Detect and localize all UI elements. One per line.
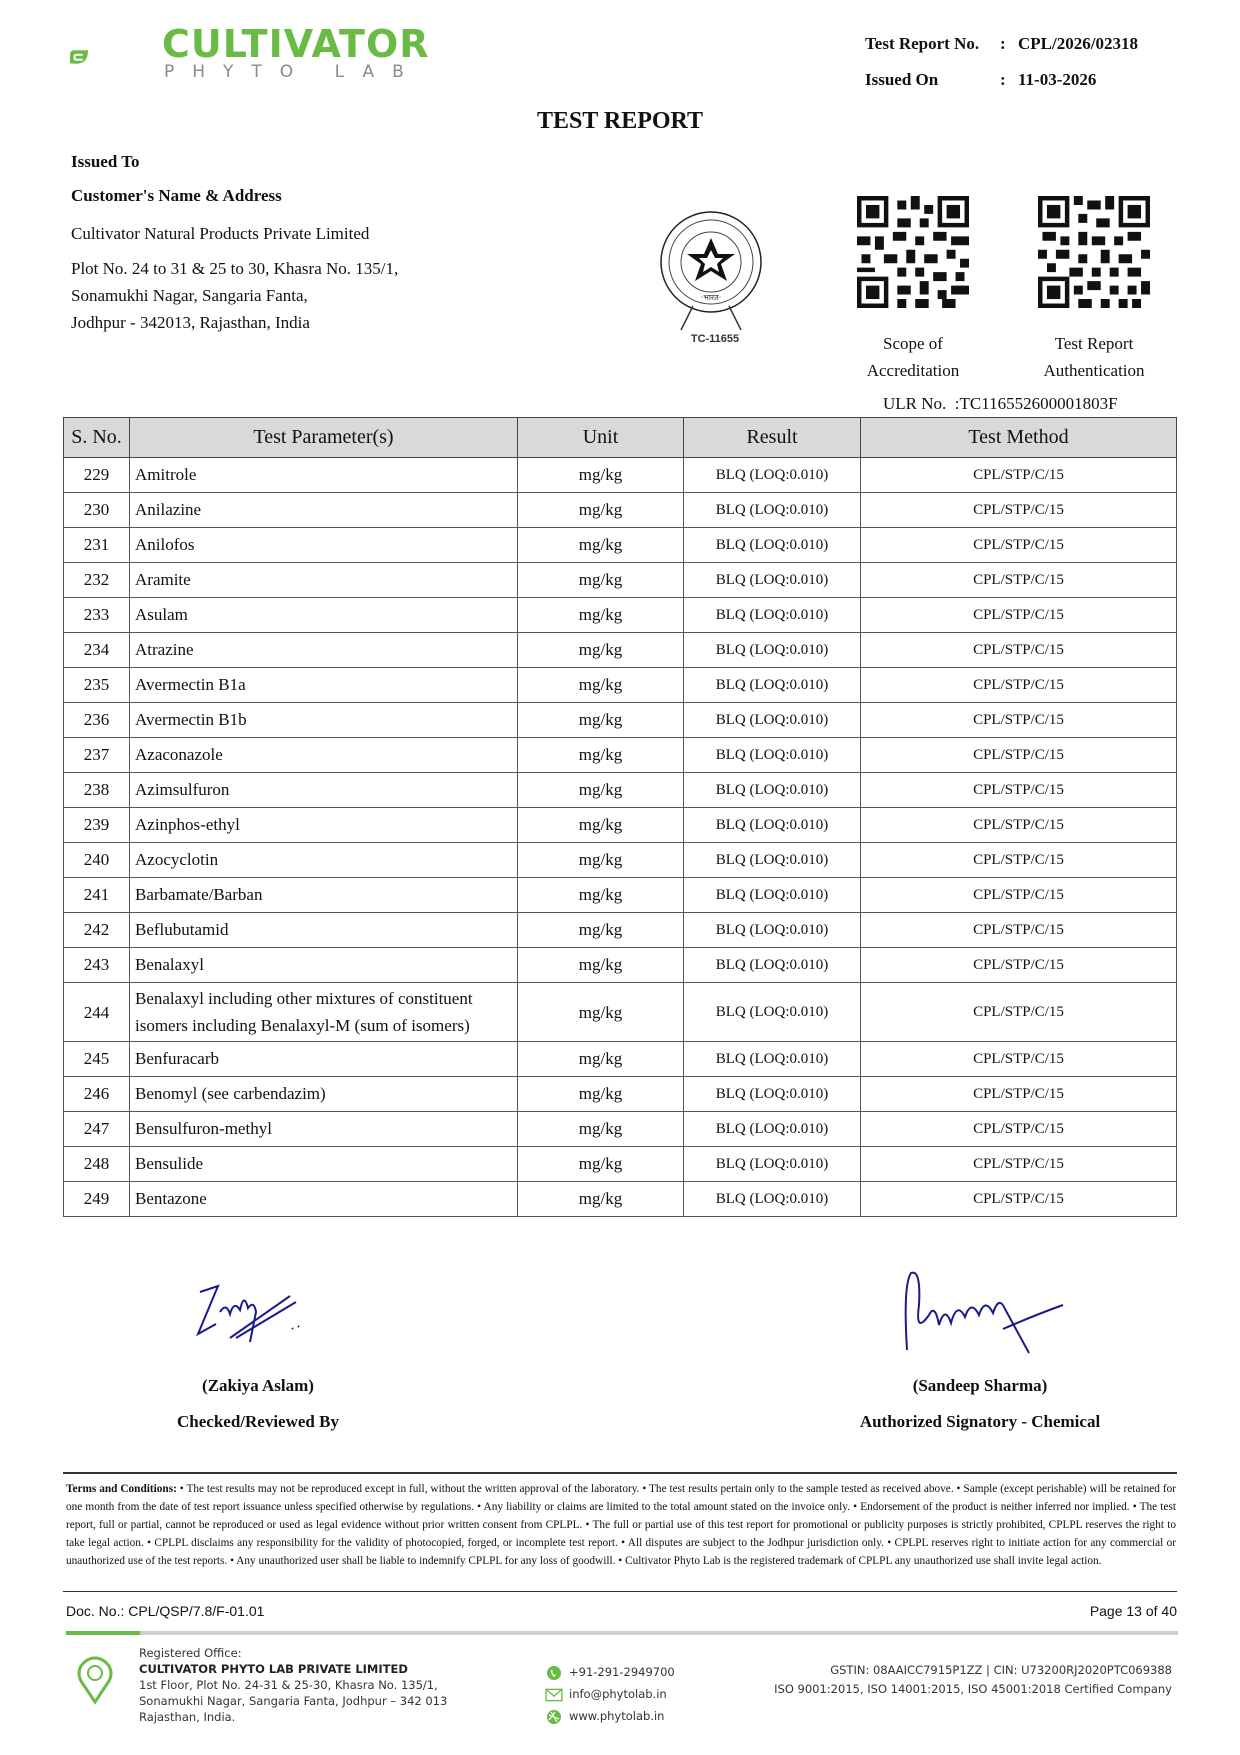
cell-unit: mg/kg (518, 1042, 684, 1077)
cell-parameter: Barbamate/Barban (130, 878, 518, 913)
cell-method: CPL/STP/C/15 (861, 1182, 1177, 1217)
table-row (64, 878, 1177, 913)
cell-unit: mg/kg (518, 843, 684, 878)
cell-unit: mg/kg (518, 493, 684, 528)
cell-sno: 238 (64, 773, 130, 808)
table-row (64, 703, 1177, 738)
cell-parameter: Benalaxyl (130, 948, 518, 983)
office-address-line: Sonamukhi Nagar, Sangaria Fanta, Jodhpur – 342 013 (139, 1694, 448, 1708)
cell-method: CPL/STP/C/15 (861, 668, 1177, 703)
table-row (64, 458, 1177, 493)
cell-result: BLQ (LOQ:0.010) (684, 598, 861, 633)
cell-result: BLQ (LOQ:0.010) (684, 913, 861, 948)
table-row (64, 948, 1177, 983)
reviewer-role: Checked/Reviewed By (177, 1412, 339, 1431)
table-row (64, 668, 1177, 703)
cell-sno: 243 (64, 948, 130, 983)
cell-unit: mg/kg (518, 1182, 684, 1217)
signatory-name: (Sandeep Sharma) (912, 1376, 1048, 1395)
globe-icon (545, 1710, 563, 1724)
cell-unit: mg/kg (518, 773, 684, 808)
website-url: www.phytolab.in (569, 1709, 665, 1723)
cell-method: CPL/STP/C/15 (861, 843, 1177, 878)
seal-text: ·भारत· (700, 293, 722, 302)
office-address-line: 1st Floor, Plot No. 24-31 & 25-30, Khasra No. 135/1, (139, 1678, 438, 1692)
cell-sno: 246 (64, 1077, 130, 1112)
report-no-label: Test Report No. (865, 34, 980, 53)
cell-unit: mg/kg (518, 808, 684, 843)
table-row (64, 913, 1177, 948)
signatory-role: Authorized Signatory - Chemical (859, 1412, 1101, 1431)
terms-label: Terms and Conditions: (66, 1483, 177, 1495)
doc-number: Doc. No.: CPL/QSP/7.8/F-01.01 (66, 1603, 265, 1619)
cell-method: CPL/STP/C/15 (861, 1077, 1177, 1112)
column-header-result: Result (684, 418, 861, 458)
ulr-value: TC116552600001803F (959, 394, 1118, 413)
qr-code-authentication-icon[interactable] (1038, 196, 1150, 308)
customer-label: Customer's Name & Address (71, 186, 282, 205)
cell-parameter: Bentazone (130, 1182, 518, 1217)
cell-method: CPL/STP/C/15 (861, 773, 1177, 808)
cell-unit: mg/kg (518, 633, 684, 668)
location-pin-icon (75, 1655, 115, 1705)
column-header-unit: Unit (518, 418, 684, 458)
table-row (64, 808, 1177, 843)
cell-method: CPL/STP/C/15 (861, 983, 1177, 1042)
cell-sno: 232 (64, 563, 130, 598)
table-header-row (64, 418, 1177, 458)
brand-subtitle: PHYTO LAB (164, 62, 422, 82)
mail-icon (545, 1688, 563, 1702)
issued-to-block (71, 152, 398, 336)
cell-unit: mg/kg (518, 738, 684, 773)
signature-zakiya-icon (190, 1272, 320, 1352)
customer-address-line: Plot No. 24 to 31 & 25 to 30, Khasra No. 135/1, (71, 259, 399, 278)
divider (63, 1472, 1177, 1474)
cell-unit: mg/kg (518, 703, 684, 738)
cell-sno: 245 (64, 1042, 130, 1077)
cell-result: BLQ (LOQ:0.010) (684, 1112, 861, 1147)
issued-on-label: Issued On (865, 70, 939, 89)
cell-sno: 235 (64, 668, 130, 703)
email-item[interactable] (545, 1683, 675, 1705)
cell-parameter: Benfuracarb (130, 1042, 518, 1077)
table-row (64, 633, 1177, 668)
cell-method: CPL/STP/C/15 (861, 633, 1177, 668)
cell-method: CPL/STP/C/15 (861, 1147, 1177, 1182)
cultivator-logo-icon (68, 24, 158, 90)
cell-sno: 240 (64, 843, 130, 878)
contact-block (545, 1661, 675, 1727)
cell-method: CPL/STP/C/15 (861, 878, 1177, 913)
cell-unit: mg/kg (518, 1077, 684, 1112)
cell-unit: mg/kg (518, 948, 684, 983)
footer-bar (66, 1631, 1178, 1635)
cell-method: CPL/STP/C/15 (861, 808, 1177, 843)
table-row (64, 1147, 1177, 1182)
cell-result: BLQ (LOQ:0.010) (684, 948, 861, 983)
table-row (64, 1077, 1177, 1112)
brand-name: CULTIVATOR (162, 22, 430, 66)
cell-unit: mg/kg (518, 668, 684, 703)
table-row (64, 528, 1177, 563)
qr-caption-line: Accreditation (866, 361, 960, 380)
cell-parameter: Anilazine (130, 493, 518, 528)
cell-parameter: Amitrole (130, 458, 518, 493)
report-no-value: CPL/2026/02318 (1018, 34, 1138, 53)
qr-caption-line: Scope of (883, 334, 943, 353)
table-row (64, 1042, 1177, 1077)
cell-parameter: Azimsulfuron (130, 773, 518, 808)
cell-unit: mg/kg (518, 528, 684, 563)
cell-unit: mg/kg (518, 878, 684, 913)
page-title: TEST REPORT (536, 108, 704, 134)
iso-certifications: ISO 9001:2015, ISO 14001:2015, ISO 45001:2018 Certified Company (774, 1682, 1172, 1696)
cell-method: CPL/STP/C/15 (861, 913, 1177, 948)
table-row (64, 773, 1177, 808)
phone-item[interactable] (545, 1661, 675, 1683)
terms-and-conditions (66, 1480, 1176, 1570)
phone-icon (545, 1666, 563, 1680)
cell-result: BLQ (LOQ:0.010) (684, 738, 861, 773)
cell-parameter: Azaconazole (130, 738, 518, 773)
cell-result: BLQ (LOQ:0.010) (684, 563, 861, 598)
customer-address-line: Sonamukhi Nagar, Sangaria Fanta, (71, 286, 308, 305)
cell-unit: mg/kg (518, 598, 684, 633)
cell-sno: 244 (64, 983, 130, 1042)
results-table (63, 417, 1177, 1217)
footer-bar-accent (66, 1631, 140, 1635)
qr-caption-line: Test Report (1054, 334, 1134, 353)
cell-sno: 233 (64, 598, 130, 633)
cell-result: BLQ (LOQ:0.010) (684, 528, 861, 563)
terms-text: • The test results may not be reproduced except in full, without the written approval of the laboratory. • The test results pertain only to the sample tested as received above. • Sample (except perishable) will be retained for one month from the date of test report issuance unless specified otherwise by regulations. • Any liability or claims are limited to the total amount stated on the invoice only. • Endorsement of the product is neither inferred nor implied. • The test report, full or partial, cannot be reproduced or used as legal evidence without prior written consent from CPLPL. • The full or partial use of this test report for promotional or publicity purposes is strictly prohibited, CPLPL reserves the right to take legal action. • CPLPL disclaims any responsibility for the validity of photocopied, forged, or incomplete test report. • All disputes are subject to the Jodhpur jurisdiction only. • CPLPL reserves right to initiate action for any commercial or unauthorized use of the test reports. • Any unauthorized user shall be liable to indemnify CPLPL for any loss of goodwill. • Cultivator Phyto Lab is the registered trademark of CPLPL any unauthorized use shall invite legal action. (66, 1483, 1176, 1567)
cell-unit: mg/kg (518, 1112, 684, 1147)
cell-method: CPL/STP/C/15 (861, 493, 1177, 528)
separator: : (1000, 34, 1006, 53)
cell-result: BLQ (LOQ:0.010) (684, 1182, 861, 1217)
cell-sno: 239 (64, 808, 130, 843)
cell-parameter: Bensulide (130, 1147, 518, 1182)
cell-result: BLQ (LOQ:0.010) (684, 1077, 861, 1112)
cell-unit: mg/kg (518, 458, 684, 493)
cell-sno: 231 (64, 528, 130, 563)
email-address: info@phytolab.in (569, 1687, 667, 1701)
cell-result: BLQ (LOQ:0.010) (684, 458, 861, 493)
divider (63, 1591, 1177, 1592)
cell-sno: 247 (64, 1112, 130, 1147)
cell-sno: 248 (64, 1147, 130, 1182)
cell-result: BLQ (LOQ:0.010) (684, 983, 861, 1042)
cell-parameter: Avermectin B1a (130, 668, 518, 703)
cell-method: CPL/STP/C/15 (861, 528, 1177, 563)
signature-sandeep-icon (895, 1265, 1075, 1360)
cell-result: BLQ (LOQ:0.010) (684, 808, 861, 843)
cell-parameter: Benomyl (see carbendazim) (130, 1077, 518, 1112)
cell-unit: mg/kg (518, 1147, 684, 1182)
cell-sno: 242 (64, 913, 130, 948)
cell-result: BLQ (LOQ:0.010) (684, 773, 861, 808)
cell-result: BLQ (LOQ:0.010) (684, 1147, 861, 1182)
cell-unit: mg/kg (518, 563, 684, 598)
website-item[interactable] (545, 1705, 675, 1727)
cell-result: BLQ (LOQ:0.010) (684, 493, 861, 528)
cell-sno: 237 (64, 738, 130, 773)
cell-sno: 249 (64, 1182, 130, 1217)
cell-method: CPL/STP/C/15 (861, 1042, 1177, 1077)
reviewer-name: (Zakiya Aslam) (202, 1376, 314, 1395)
cell-method: CPL/STP/C/15 (861, 563, 1177, 598)
ulr-label: ULR No. (883, 394, 947, 413)
issued-to-label: Issued To (71, 152, 140, 171)
cell-parameter: Avermectin B1b (130, 703, 518, 738)
table-row (64, 983, 1177, 1042)
cell-parameter: Anilofos (130, 528, 518, 563)
seal-caption: TC-11655 (690, 333, 740, 345)
cell-sno: 230 (64, 493, 130, 528)
report-meta (865, 26, 1138, 98)
column-header-method: Test Method (861, 418, 1177, 458)
cell-sno: 241 (64, 878, 130, 913)
column-header-sno: S. No. (64, 418, 130, 458)
cell-result: BLQ (LOQ:0.010) (684, 633, 861, 668)
column-header-parameter: Test Parameter(s) (130, 418, 518, 458)
office-label: Registered Office: (139, 1646, 242, 1660)
customer-address-line: Jodhpur - 342013, Rajasthan, India (71, 313, 310, 332)
cell-parameter: Benalaxyl including other mixtures of constituent isomers including Benalaxyl-M (sum of isomers) (130, 983, 518, 1042)
table-row (64, 598, 1177, 633)
cell-unit: mg/kg (518, 983, 684, 1042)
ulr-number (883, 394, 1118, 414)
qr-code-scope-icon[interactable] (857, 196, 969, 308)
table-row (64, 1182, 1177, 1217)
cell-parameter: Bensulfuron-methyl (130, 1112, 518, 1147)
qr-caption-scope (823, 330, 1003, 384)
cell-sno: 229 (64, 458, 130, 493)
cell-method: CPL/STP/C/15 (861, 948, 1177, 983)
separator: : (1000, 70, 1006, 89)
cell-method: CPL/STP/C/15 (861, 703, 1177, 738)
accreditation-seal-icon (655, 210, 767, 340)
issued-on-value: 11-03-2026 (1018, 70, 1097, 89)
separator: : (954, 394, 960, 413)
cell-result: BLQ (LOQ:0.010) (684, 668, 861, 703)
cell-result: BLQ (LOQ:0.010) (684, 1042, 861, 1077)
cell-parameter: Beflubutamid (130, 913, 518, 948)
qr-caption-authentication (1004, 330, 1184, 384)
cell-parameter: Azocyclotin (130, 843, 518, 878)
cell-method: CPL/STP/C/15 (861, 738, 1177, 773)
cell-method: CPL/STP/C/15 (861, 598, 1177, 633)
cell-parameter: Aramite (130, 563, 518, 598)
cell-method: CPL/STP/C/15 (861, 458, 1177, 493)
office-address-line: Rajasthan, India. (139, 1710, 236, 1724)
table-row (64, 493, 1177, 528)
qr-caption-line: Authentication (1043, 361, 1145, 380)
cell-parameter: Atrazine (130, 633, 518, 668)
table-row (64, 563, 1177, 598)
registration-info (774, 1661, 1172, 1699)
customer-name: Cultivator Natural Products Private Limited (71, 224, 370, 243)
cell-unit: mg/kg (518, 913, 684, 948)
page-number: Page 13 of 40 (1089, 1603, 1177, 1619)
cell-sno: 234 (64, 633, 130, 668)
cell-result: BLQ (LOQ:0.010) (684, 878, 861, 913)
company-name: CULTIVATOR PHYTO LAB PRIVATE LIMITED (139, 1662, 408, 1676)
phone-number: +91-291-2949700 (569, 1665, 675, 1679)
cell-parameter: Asulam (130, 598, 518, 633)
registered-office (139, 1645, 447, 1725)
table-row (64, 738, 1177, 773)
table-row (64, 1112, 1177, 1147)
table-row (64, 843, 1177, 878)
cell-method: CPL/STP/C/15 (861, 1112, 1177, 1147)
cell-result: BLQ (LOQ:0.010) (684, 843, 861, 878)
cell-parameter: Azinphos-ethyl (130, 808, 518, 843)
cell-result: BLQ (LOQ:0.010) (684, 703, 861, 738)
gstin-cin: GSTIN: 08AAICC7915P1ZZ | CIN: U73200RJ2020PTC069388 (830, 1663, 1172, 1677)
cell-sno: 236 (64, 703, 130, 738)
